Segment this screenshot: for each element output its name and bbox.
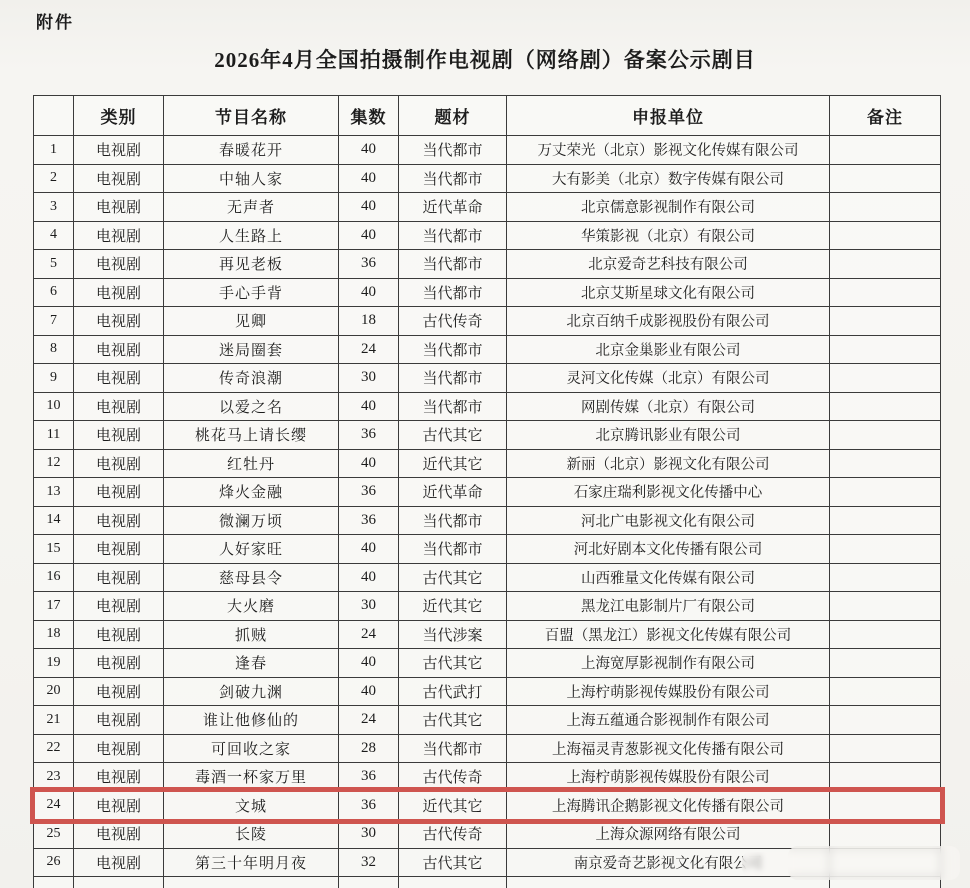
cell-program-name: 慈母县令 [164, 563, 339, 592]
cell-category: 电视剧 [74, 250, 164, 279]
cell-category: 电视剧 [74, 421, 164, 450]
cell-remarks [830, 449, 941, 478]
cell-genre: 近代其它 [399, 449, 507, 478]
cell-category: 电视剧 [74, 620, 164, 649]
cell-episodes: 40 [339, 278, 399, 307]
table-row [34, 592, 941, 621]
cell-category: 电视剧 [74, 193, 164, 222]
cell-index: 17 [34, 592, 74, 621]
header-program-name: 节目名称 [164, 96, 339, 136]
cell-episodes [339, 877, 399, 888]
cell-episodes: 30 [339, 820, 399, 849]
cell-program-name: 红牡丹 [164, 449, 339, 478]
cell-applicant: 河北广电影视文化有限公司 [507, 506, 830, 535]
cell-category [74, 877, 164, 888]
cell-remarks [830, 848, 941, 877]
table-row [34, 763, 941, 792]
table-row [34, 535, 941, 564]
cell-category: 电视剧 [74, 592, 164, 621]
cell-category: 电视剧 [74, 164, 164, 193]
table-row [34, 848, 941, 877]
cell-genre: 古代其它 [399, 649, 507, 678]
cell-episodes: 40 [339, 392, 399, 421]
cell-applicant: 石家庄瑞利影视文化传播中心 [507, 478, 830, 507]
table-row [34, 193, 941, 222]
cell-program-name: 抓贼 [164, 620, 339, 649]
table-row [34, 563, 941, 592]
cell-genre: 当代都市 [399, 164, 507, 193]
cell-episodes: 36 [339, 506, 399, 535]
cell-remarks [830, 677, 941, 706]
cell-genre: 古代其它 [399, 848, 507, 877]
table-row [34, 307, 941, 336]
cell-category: 电视剧 [74, 506, 164, 535]
cell-episodes: 40 [339, 649, 399, 678]
cell-index: 18 [34, 620, 74, 649]
cell-remarks [830, 763, 941, 792]
cell-remarks [830, 221, 941, 250]
cell-episodes: 40 [339, 164, 399, 193]
cell-index: 21 [34, 706, 74, 735]
cell-index: 19 [34, 649, 74, 678]
cell-genre: 古代传奇 [399, 307, 507, 336]
table-row [34, 136, 941, 165]
cell-program-name: 迷局圈套 [164, 335, 339, 364]
table-row [34, 221, 941, 250]
cell-program-name: 中轴人家 [164, 164, 339, 193]
cell-applicant: 上海柠萌影视传媒股份有限公司 [507, 763, 830, 792]
cell-applicant: 上海腾讯企鹅影视文化传播有限公司 [507, 791, 830, 820]
cell-remarks [830, 364, 941, 393]
table-row [34, 335, 941, 364]
header-category: 类别 [74, 96, 164, 136]
cell-applicant: 河北好剧本文化传播有限公司 [507, 535, 830, 564]
cell-genre: 当代都市 [399, 221, 507, 250]
table-row [34, 506, 941, 535]
cell-episodes: 40 [339, 449, 399, 478]
cell-applicant: 北京儒意影视制作有限公司 [507, 193, 830, 222]
cell-genre: 近代其它 [399, 791, 507, 820]
cell-remarks [830, 706, 941, 735]
cell-episodes: 40 [339, 193, 399, 222]
cell-applicant [507, 877, 830, 888]
cell-remarks [830, 877, 941, 888]
header-episodes: 集数 [339, 96, 399, 136]
cell-program-name [164, 877, 339, 888]
cell-program-name: 谁让他修仙的 [164, 706, 339, 735]
cell-episodes: 24 [339, 620, 399, 649]
cell-applicant: 北京金巢影业有限公司 [507, 335, 830, 364]
cell-category: 电视剧 [74, 820, 164, 849]
cell-genre: 当代都市 [399, 506, 507, 535]
cell-genre: 古代传奇 [399, 763, 507, 792]
table-row [34, 677, 941, 706]
cell-episodes: 40 [339, 563, 399, 592]
cell-genre: 当代都市 [399, 392, 507, 421]
cell-applicant: 网剧传媒（北京）有限公司 [507, 392, 830, 421]
table-row [34, 820, 941, 849]
cell-index: 2 [34, 164, 74, 193]
cell-genre [399, 877, 507, 888]
table-row [34, 421, 941, 450]
cell-genre: 当代都市 [399, 734, 507, 763]
cell-remarks [830, 649, 941, 678]
cell-episodes: 40 [339, 677, 399, 706]
cell-program-name: 手心手背 [164, 278, 339, 307]
cell-genre: 古代传奇 [399, 820, 507, 849]
table-row [34, 791, 941, 820]
cell-applicant: 黑龙江电影制片厂有限公司 [507, 592, 830, 621]
cell-category: 电视剧 [74, 449, 164, 478]
cell-genre: 古代其它 [399, 563, 507, 592]
cell-category: 电视剧 [74, 791, 164, 820]
cell-program-name: 见卿 [164, 307, 339, 336]
cell-remarks [830, 421, 941, 450]
cell-index: 3 [34, 193, 74, 222]
cell-remarks [830, 193, 941, 222]
cell-applicant: 北京腾讯影业有限公司 [507, 421, 830, 450]
table-row [34, 392, 941, 421]
cell-remarks [830, 164, 941, 193]
cell-category: 电视剧 [74, 563, 164, 592]
cell-episodes: 40 [339, 535, 399, 564]
table-row [34, 364, 941, 393]
cell-remarks [830, 563, 941, 592]
cell-remarks [830, 734, 941, 763]
cell-index: 12 [34, 449, 74, 478]
table-row [34, 478, 941, 507]
cell-genre: 当代都市 [399, 535, 507, 564]
cell-applicant: 新丽（北京）影视文化有限公司 [507, 449, 830, 478]
table-row [34, 164, 941, 193]
cell-program-name: 可回收之家 [164, 734, 339, 763]
cell-category: 电视剧 [74, 734, 164, 763]
cell-index: 6 [34, 278, 74, 307]
cell-category: 电视剧 [74, 478, 164, 507]
cell-genre: 当代都市 [399, 136, 507, 165]
cell-index: 11 [34, 421, 74, 450]
cell-remarks [830, 136, 941, 165]
cell-genre: 古代其它 [399, 421, 507, 450]
cell-category: 电视剧 [74, 848, 164, 877]
cell-index: 5 [34, 250, 74, 279]
cell-applicant: 南京爱奇艺影视文化有限公司 [507, 848, 830, 877]
cell-remarks [830, 250, 941, 279]
cell-program-name: 以爱之名 [164, 392, 339, 421]
cell-genre: 当代都市 [399, 335, 507, 364]
cell-applicant: 上海宽厚影视制作有限公司 [507, 649, 830, 678]
cell-episodes: 24 [339, 706, 399, 735]
cell-index: 9 [34, 364, 74, 393]
cell-episodes: 36 [339, 478, 399, 507]
cell-category: 电视剧 [74, 649, 164, 678]
cell-episodes: 36 [339, 250, 399, 279]
cell-remarks [830, 791, 941, 820]
cell-index: 20 [34, 677, 74, 706]
cell-episodes: 36 [339, 791, 399, 820]
table-row [34, 449, 941, 478]
cell-program-name: 第三十年明月夜 [164, 848, 339, 877]
cell-index: 15 [34, 535, 74, 564]
cell-category: 电视剧 [74, 364, 164, 393]
cell-category: 电视剧 [74, 136, 164, 165]
table-row [34, 706, 941, 735]
cell-episodes: 36 [339, 421, 399, 450]
cell-program-name: 微澜万顷 [164, 506, 339, 535]
cell-applicant: 上海众源网络有限公司 [507, 820, 830, 849]
cell-genre: 当代都市 [399, 250, 507, 279]
cell-episodes: 32 [339, 848, 399, 877]
cell-program-name: 烽火金融 [164, 478, 339, 507]
header-applicant: 申报单位 [507, 96, 830, 136]
cell-remarks [830, 620, 941, 649]
cell-remarks [830, 278, 941, 307]
cell-category: 电视剧 [74, 307, 164, 336]
cell-episodes: 28 [339, 734, 399, 763]
cell-index: 23 [34, 763, 74, 792]
cell-program-name: 春暖花开 [164, 136, 339, 165]
table-row [34, 278, 941, 307]
cell-genre: 近代革命 [399, 193, 507, 222]
cell-genre: 当代都市 [399, 278, 507, 307]
cell-category: 电视剧 [74, 221, 164, 250]
cell-genre: 近代革命 [399, 478, 507, 507]
cell-genre: 古代其它 [399, 706, 507, 735]
cell-index: 14 [34, 506, 74, 535]
cell-genre: 古代武打 [399, 677, 507, 706]
cell-applicant: 华策影视（北京）有限公司 [507, 221, 830, 250]
cell-remarks [830, 307, 941, 336]
cell-genre: 当代涉案 [399, 620, 507, 649]
cell-index [34, 877, 74, 888]
cell-category: 电视剧 [74, 392, 164, 421]
cell-applicant: 山西雅量文化传媒有限公司 [507, 563, 830, 592]
cell-program-name: 剑破九渊 [164, 677, 339, 706]
cell-applicant: 灵河文化传媒（北京）有限公司 [507, 364, 830, 393]
cell-category: 电视剧 [74, 535, 164, 564]
cell-index: 22 [34, 734, 74, 763]
cell-program-name: 文城 [164, 791, 339, 820]
cell-program-name: 传奇浪潮 [164, 364, 339, 393]
cell-category: 电视剧 [74, 706, 164, 735]
cell-remarks [830, 392, 941, 421]
cell-applicant: 百盟（黑龙江）影视文化传媒有限公司 [507, 620, 830, 649]
cell-program-name: 桃花马上请长缨 [164, 421, 339, 450]
cell-applicant: 北京爱奇艺科技有限公司 [507, 250, 830, 279]
drama-registration-table [33, 95, 941, 888]
cell-remarks [830, 535, 941, 564]
cell-episodes: 30 [339, 364, 399, 393]
cell-genre: 近代其它 [399, 592, 507, 621]
cell-category: 电视剧 [74, 278, 164, 307]
cell-program-name: 大火磨 [164, 592, 339, 621]
cell-program-name: 人生路上 [164, 221, 339, 250]
cell-index: 13 [34, 478, 74, 507]
cell-episodes: 36 [339, 763, 399, 792]
cell-genre: 当代都市 [399, 364, 507, 393]
cell-program-name: 长陵 [164, 820, 339, 849]
cell-applicant: 上海柠萌影视传媒股份有限公司 [507, 677, 830, 706]
page-title: 2026年4月全国拍摄制作电视剧（网络剧）备案公示剧目 [214, 48, 756, 72]
cell-remarks [830, 820, 941, 849]
table-row [34, 649, 941, 678]
cell-episodes: 30 [339, 592, 399, 621]
cell-applicant: 北京百纳千成影视股份有限公司 [507, 307, 830, 336]
cell-index: 26 [34, 848, 74, 877]
cell-index: 25 [34, 820, 74, 849]
cell-applicant: 北京艾斯星球文化有限公司 [507, 278, 830, 307]
table-row [34, 250, 941, 279]
cell-index: 4 [34, 221, 74, 250]
table-row-partial [34, 877, 941, 888]
cell-program-name: 逢春 [164, 649, 339, 678]
cell-remarks [830, 478, 941, 507]
cell-category: 电视剧 [74, 763, 164, 792]
cell-category: 电视剧 [74, 335, 164, 364]
cell-category: 电视剧 [74, 677, 164, 706]
cell-applicant: 万丈荣光（北京）影视文化传媒有限公司 [507, 136, 830, 165]
cell-program-name: 再见老板 [164, 250, 339, 279]
cell-index: 16 [34, 563, 74, 592]
cell-program-name: 人好家旺 [164, 535, 339, 564]
cell-episodes: 40 [339, 136, 399, 165]
cell-applicant: 大有影美（北京）数字传媒有限公司 [507, 164, 830, 193]
cell-index: 10 [34, 392, 74, 421]
table-row [34, 620, 941, 649]
cell-applicant: 上海五蕴通合影视制作有限公司 [507, 706, 830, 735]
header-row [34, 96, 941, 136]
header-remarks: 备注 [830, 96, 941, 136]
cell-remarks [830, 592, 941, 621]
cell-index: 1 [34, 136, 74, 165]
cell-remarks [830, 506, 941, 535]
cell-index: 7 [34, 307, 74, 336]
header-index [34, 96, 74, 136]
cell-index: 24 [34, 791, 74, 820]
cell-episodes: 24 [339, 335, 399, 364]
header-genre: 题材 [399, 96, 507, 136]
attachment-label: 附件 [36, 13, 74, 32]
table-row [34, 734, 941, 763]
cell-program-name: 无声者 [164, 193, 339, 222]
cell-episodes: 40 [339, 221, 399, 250]
cell-remarks [830, 335, 941, 364]
cell-index: 8 [34, 335, 74, 364]
cell-applicant: 上海福灵青葱影视文化传播有限公司 [507, 734, 830, 763]
cell-episodes: 18 [339, 307, 399, 336]
cell-program-name: 毒酒一杯家万里 [164, 763, 339, 792]
